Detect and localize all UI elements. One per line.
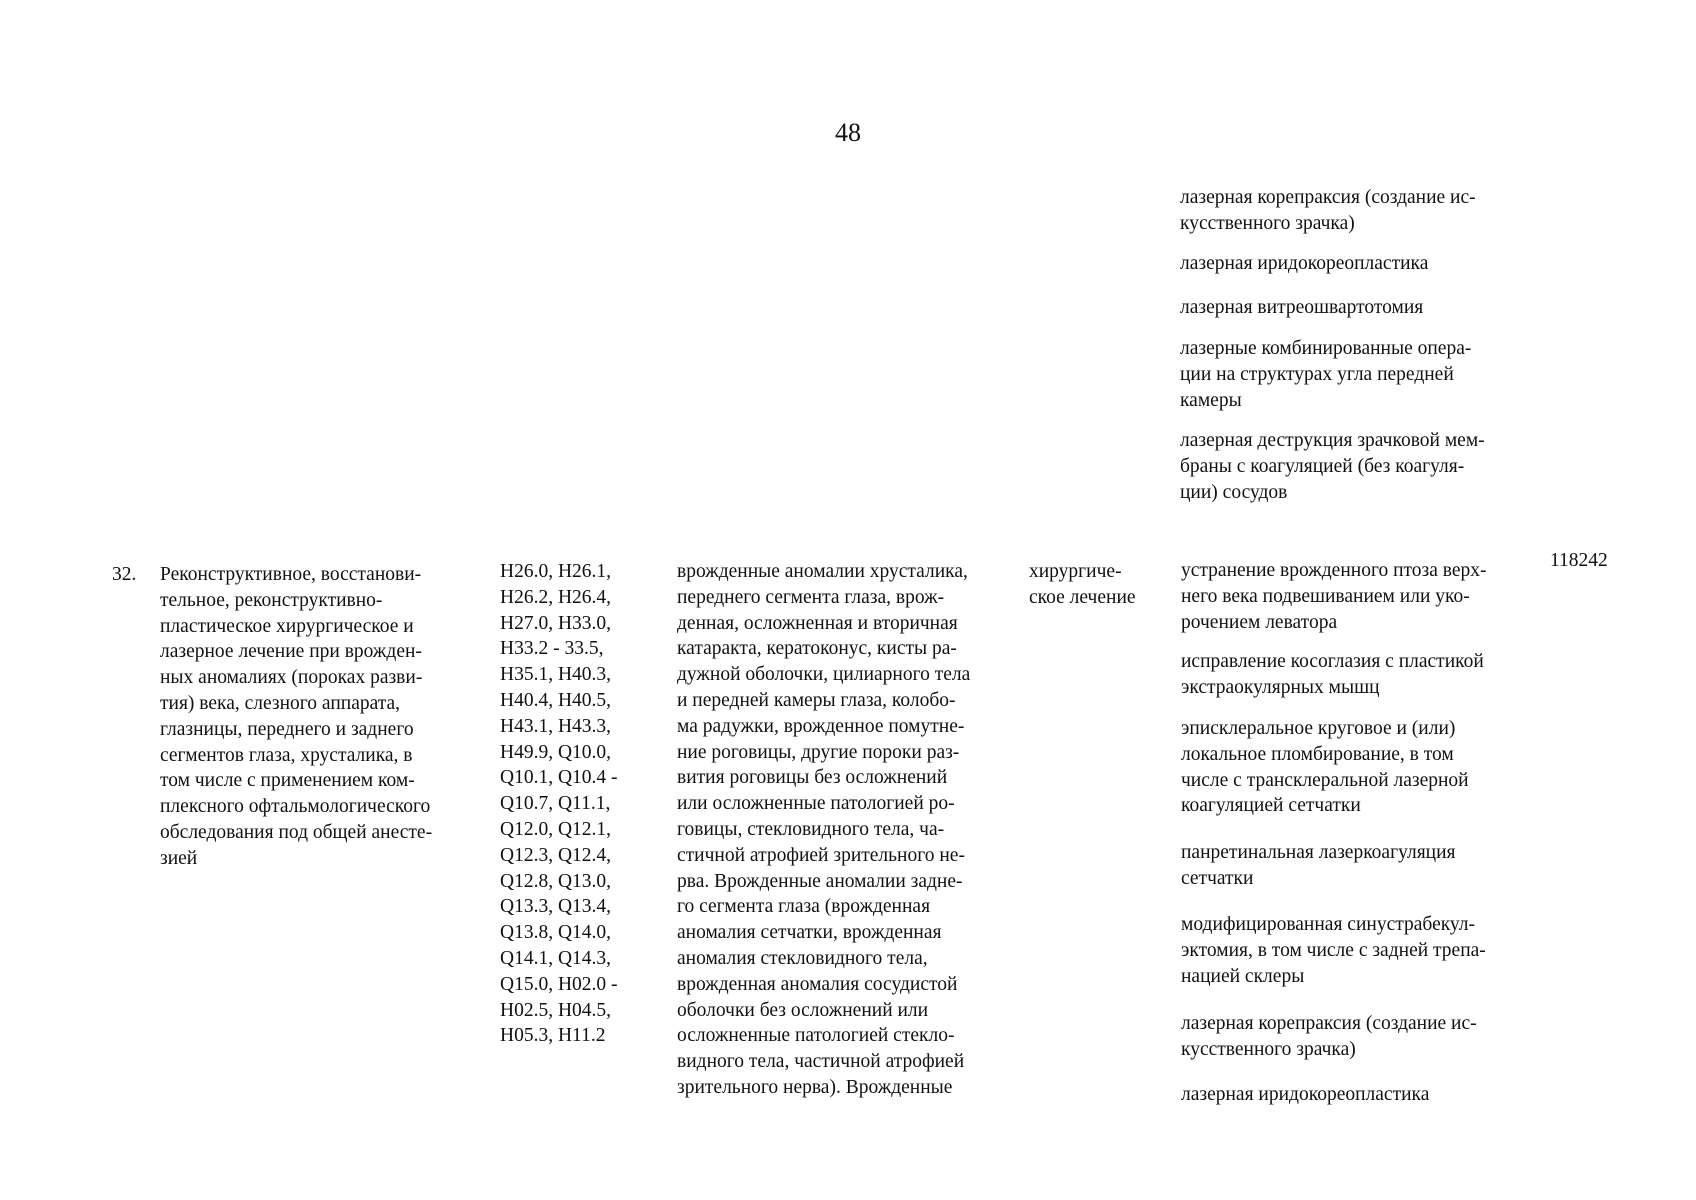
row-icd-codes: H26.0, H26.1, H26.2, H26.4, H27.0, H33.0, H33.2 - 33.5, H35.1, H40.3, H40.4, H40.5, H43.1, H43.3, H49.9, Q10.0, Q10.1, Q10.4 - Q10.7, Q11.1, Q12.0, Q12.1, Q12.3, Q12.4, Q12.8, Q13.0, Q13.3, Q13.4, Q13.8, Q14.0, Q14.1, Q14.3, Q15.0, H02.0 - H02.5, H04.5, H05.3, H11.2 (500, 561, 618, 1047)
row-name: Реконструктивное, восстанови- тельное, реконструктивно- пластическое хирургическое и лазерное лечение при врожден- ных аномалиях (пороках разви- тия) века, слезного аппарата, глазницы, переднего и заднего сегментов глаза, хрусталика, в том числе с применением ком- плексного офтальмологического обследования под общей анесте- зией (160, 564, 433, 869)
method-item: панретинальная лазеркоагуляция сетчатки (1181, 842, 1456, 889)
method-item: лазерная корепраксия (создание ис- кусственного зрачка) (1181, 1013, 1477, 1060)
method-item: исправление косоглазия с пластикой экстраокулярных мышц (1181, 651, 1484, 698)
method-item: лазерная деструкция зрачковой мем- браны с коагуляцией (без коагуля- ции) сосудов (1180, 430, 1485, 503)
row-treatment-type: хирургиче- ское лечение (1029, 561, 1136, 608)
method-item: устранение врожденного птоза верх- него века подвешиванием или уко- рочением леватора (1181, 560, 1487, 633)
method-item: лазерная иридокореопластика (1181, 1084, 1430, 1105)
continued-methods-list (1180, 185, 1485, 506)
method-item: лазерная витреошвартотомия (1180, 297, 1424, 318)
row-cost: 118242 (1550, 550, 1608, 571)
method-item: лазерная иридокореопластика (1180, 253, 1429, 274)
method-item: лазерная корепраксия (создание ис- кусственного зрачка) (1180, 187, 1476, 234)
page-number: 48 (835, 118, 861, 147)
method-item: лазерные комбинированные опера- ции на структурах угла передней камеры (1180, 338, 1472, 411)
row-patient-model: врожденные аномалии хрусталика, переднего сегмента глаза, врож- денная, осложненная и вторичная катаракта, кератоконус, кисты ра- дужной оболочки, цилиарного тела и передней камеры глаза, колобо- ма радужки, врожденное помутне- ние роговицы, другие пороки раз- вития роговицы без осложнений или осложненные патологией ро- говицы, стекловидного тела, ча- стичной атрофией зрительного не- рва. Врожденные аномалии задне- го сегмента глаза (врожденная аномалия сетчатки, врожденная аномалия стекловидного тела, врожденная аномалия сосудистой оболочки без осложнений или осложненные патологией стекло- видного тела, частичной атрофией зрительного нерва). Врожденные (677, 561, 971, 1098)
method-item: модифицированная синустрабекул- эктомия, в том числе с задней трепа- нацией склеры (1181, 914, 1486, 987)
method-item: эписклеральное круговое и (или) локальное пломбирование, в том числе с трансклеральной лазерной коагуляцией сетчатки (1181, 718, 1469, 817)
row-number: 32. (112, 564, 137, 585)
row-methods-list (1181, 558, 1487, 1108)
